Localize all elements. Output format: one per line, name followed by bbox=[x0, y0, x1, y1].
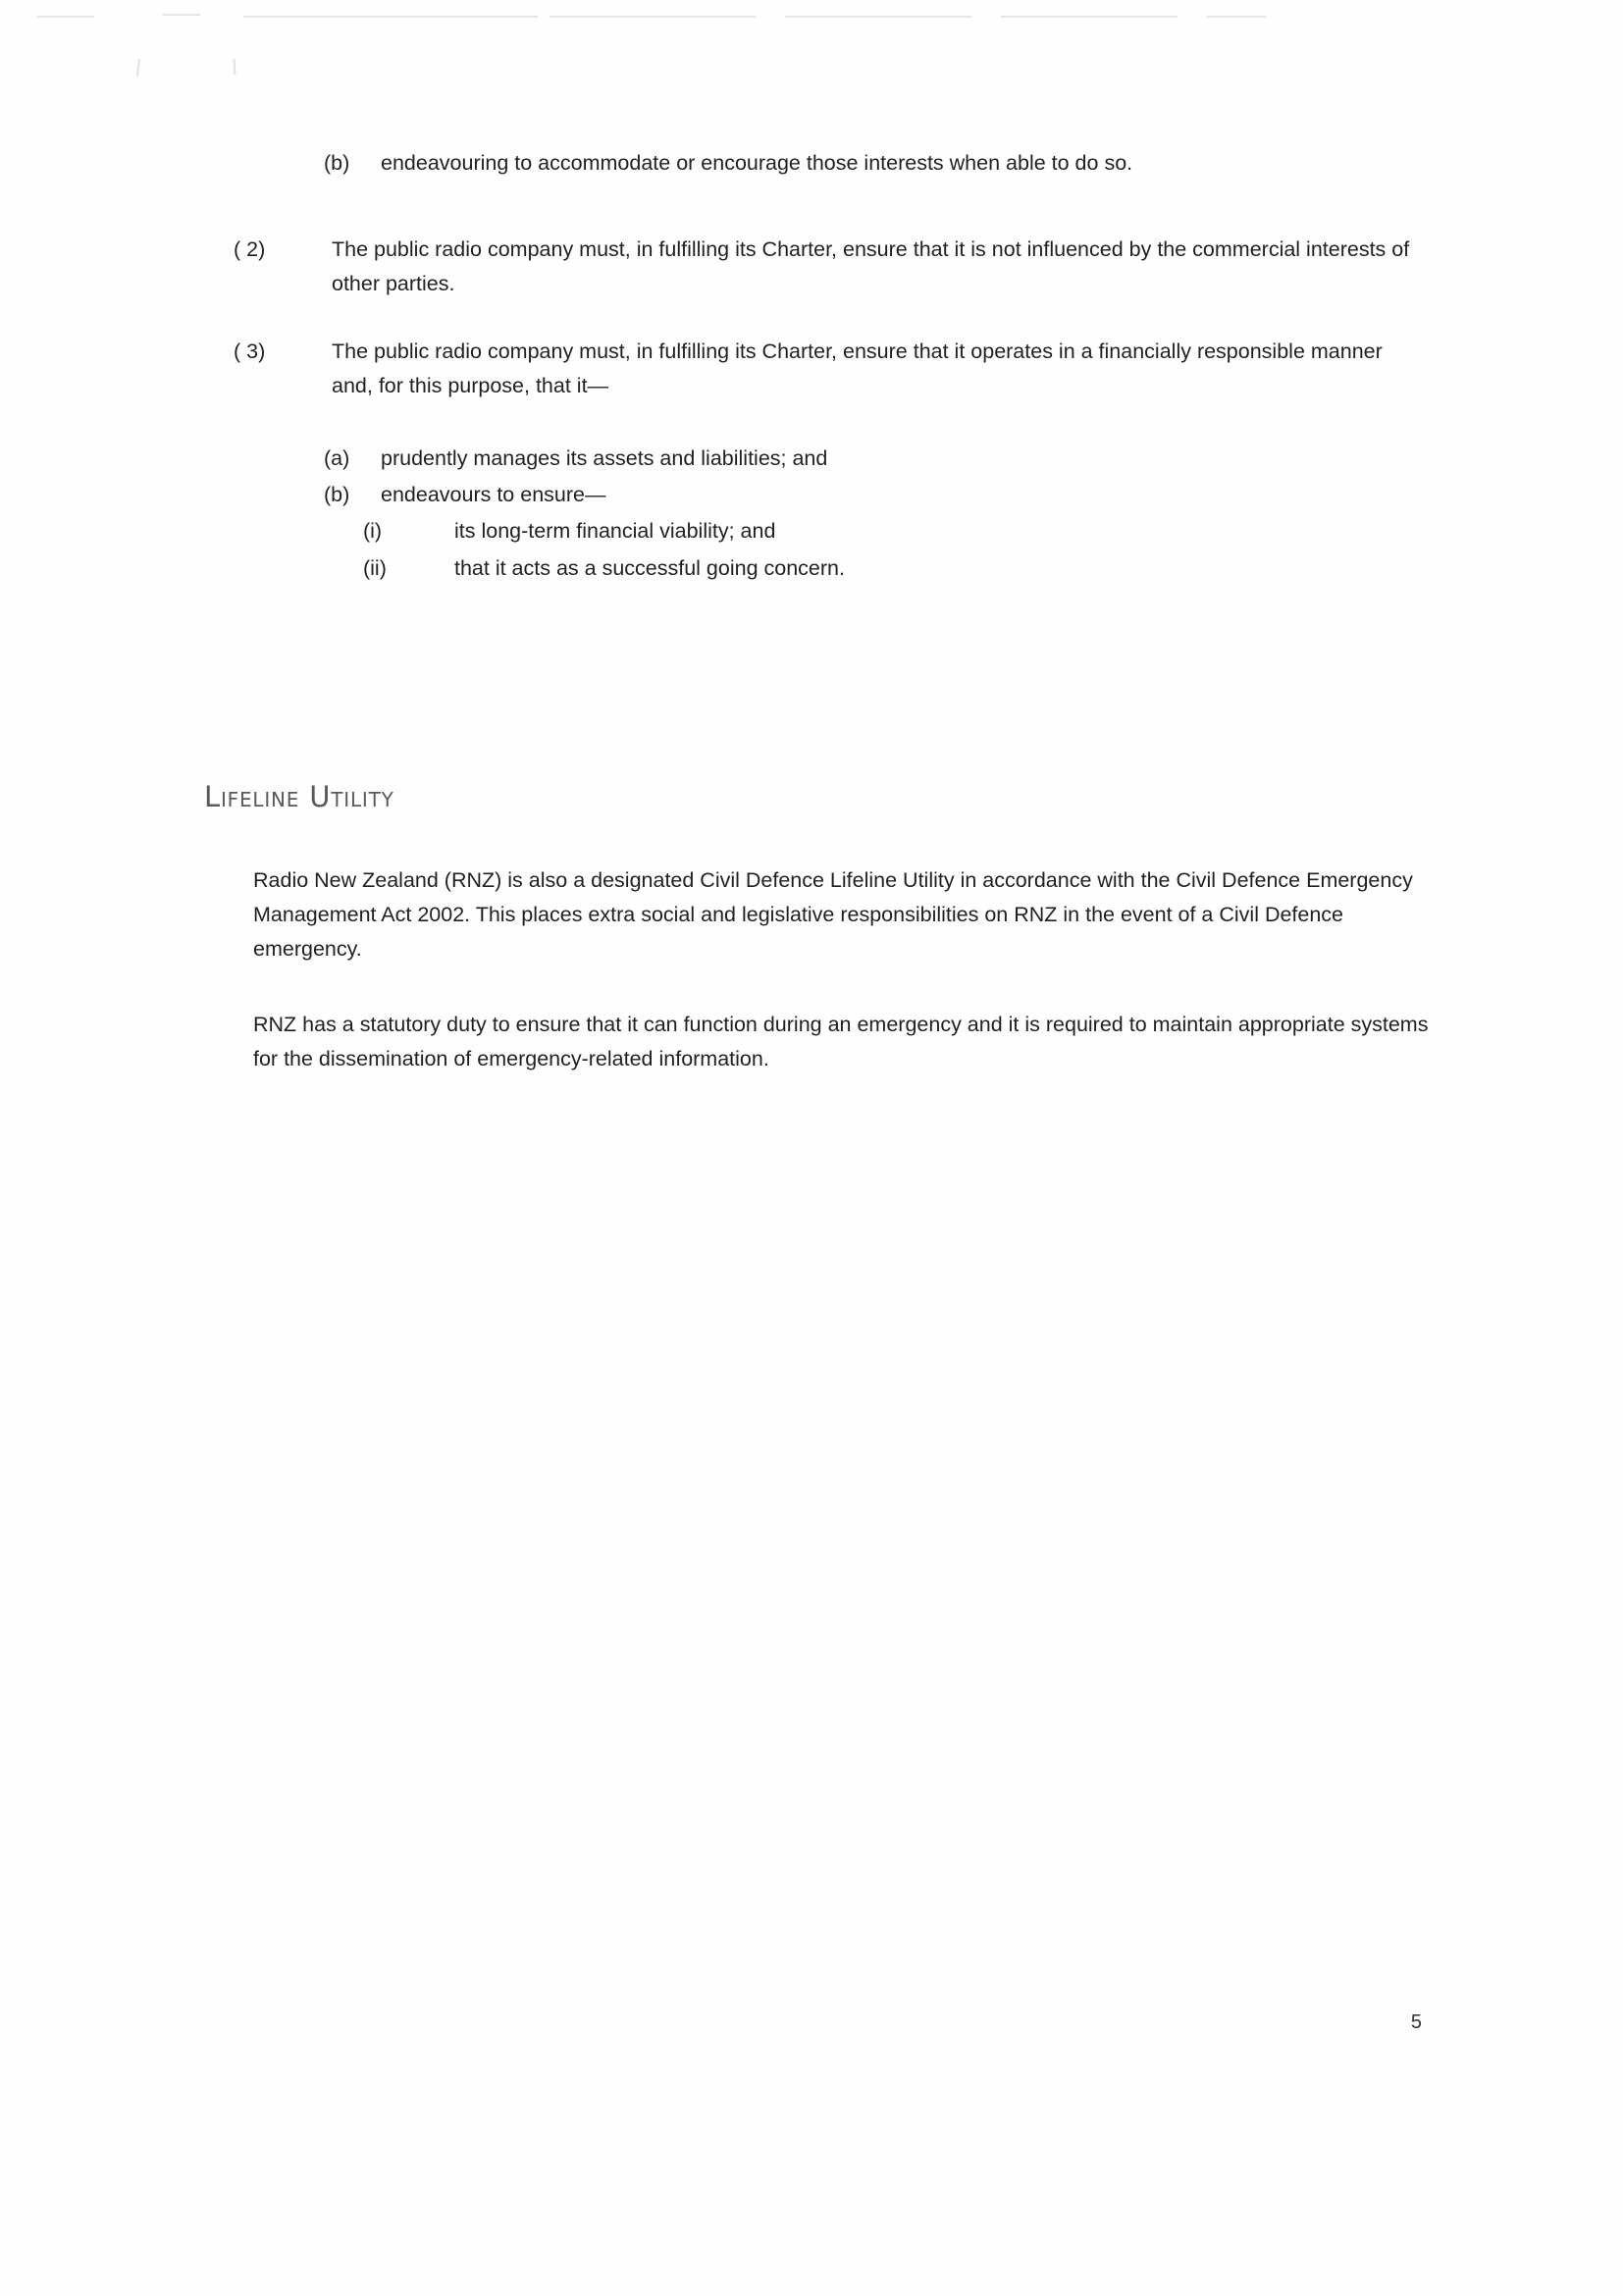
scan-artifact bbox=[550, 16, 756, 18]
list-item bbox=[0, 552, 1623, 585]
list-item-label: (ii) bbox=[363, 555, 387, 580]
section-paragraph: Radio New Zealand (RNZ) is also a designated Civil Defence Lifeline Utility in accordance with the Civil Defence Emergency Management Act 2002. This places extra social and legislative responsibilities on RNZ in the event of a Civil Defence emergency. bbox=[253, 868, 1413, 962]
clause-text: The public radio company must, in fulfilling its Charter, ensure that it is not influenced by the commercial interests of other parties. bbox=[332, 237, 1410, 296]
scan-artifact bbox=[163, 14, 200, 16]
page-number: 5 bbox=[1410, 2011, 1422, 2033]
clause-text: The public radio company must, in fulfilling its Charter, ensure that it operates in a financially responsible manner and, for this purpose, that it— bbox=[332, 339, 1383, 397]
section-paragraph: RNZ has a statutory duty to ensure that it can function during an emergency and it is required to maintain appropriate systems for the dissemination of emergency-related information. bbox=[253, 1013, 1429, 1071]
list-item bbox=[0, 479, 1623, 511]
clause-3 bbox=[0, 335, 1623, 403]
list-item bbox=[0, 515, 1623, 548]
document-body bbox=[0, 147, 1623, 589]
scan-artifact bbox=[1207, 16, 1266, 18]
clause-2 bbox=[0, 233, 1623, 301]
list-item-text: endeavouring to accommodate or encourage those interests when able to do so. bbox=[381, 151, 1133, 175]
list-item-text: endeavours to ensure— bbox=[381, 482, 606, 506]
section-heading: Lifeline Utility bbox=[204, 780, 394, 813]
scan-artifact bbox=[785, 16, 971, 18]
scan-artifact bbox=[1001, 16, 1178, 18]
scan-artifact bbox=[234, 59, 236, 75]
scan-artifact bbox=[243, 16, 538, 18]
list-item bbox=[0, 443, 1623, 475]
clause-number: ( 2) bbox=[234, 237, 266, 262]
list-item-text: its long-term financial viability; and bbox=[454, 519, 776, 544]
list-item-label: (b) bbox=[324, 482, 350, 506]
scan-artifact bbox=[37, 16, 94, 18]
list-item-label: (b) bbox=[324, 151, 350, 175]
list-item bbox=[0, 147, 1623, 180]
list-item-label: (i) bbox=[363, 519, 383, 544]
list-item-text: prudently manages its assets and liabilities; and bbox=[381, 445, 828, 470]
clause-number: ( 3) bbox=[234, 339, 266, 363]
scan-artifact bbox=[136, 59, 140, 77]
list-item-label: (a) bbox=[324, 445, 350, 470]
list-item-text: that it acts as a successful going concern. bbox=[454, 555, 845, 580]
